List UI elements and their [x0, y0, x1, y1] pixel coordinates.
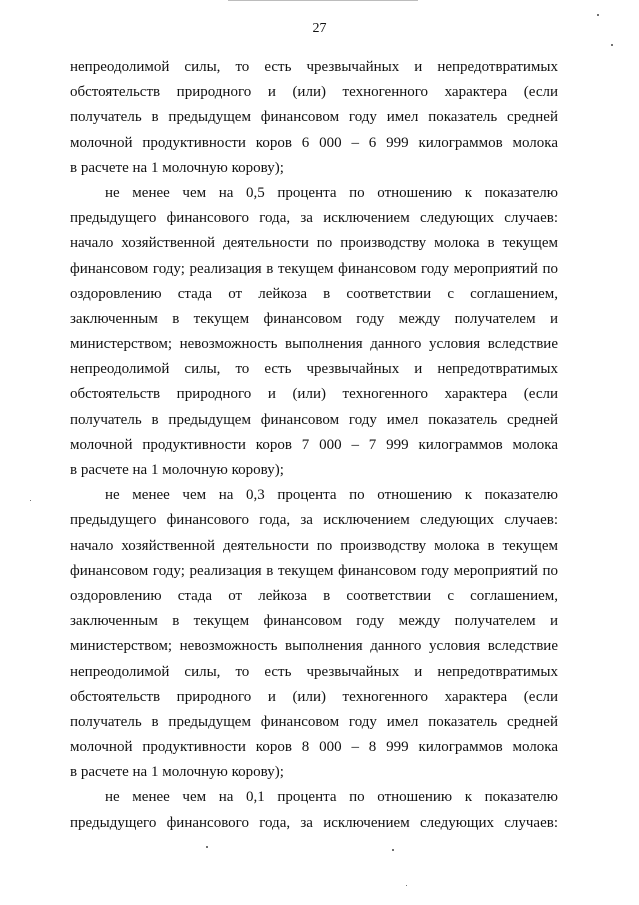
text-line: предыдущего финансового года, за исключением следующих случаев:	[70, 512, 558, 529]
text-line: обстоятельств природного и (или) техногенного характера (если	[70, 386, 558, 403]
scan-speck	[597, 14, 599, 16]
paragraph-1	[70, 55, 558, 181]
text-line: обстоятельств природного и (или) техногенного характера (если	[70, 84, 558, 101]
text-line: получатель в предыдущем финансовом году имел показатель средней	[70, 713, 558, 730]
text-line: непреодолимой силы, то есть чрезвычайных и непредотвратимых	[70, 361, 558, 378]
text-line: молочной продуктивности коров 7 000 – 7 999 килограммов молока	[70, 436, 558, 453]
text-line: получатель в предыдущем финансовом году имел показатель средней	[70, 109, 558, 126]
text-line: обстоятельств природного и (или) техногенного характера (если	[70, 688, 558, 705]
text-line: предыдущего финансового года, за исключением следующих случаев:	[70, 210, 558, 227]
text-line: не менее чем на 0,1 процента по отношению к показателю	[105, 789, 558, 806]
text-line: не менее чем на 0,3 процента по отношению к показателю	[105, 487, 558, 504]
scan-speck	[206, 846, 208, 848]
text-line: молочной продуктивности коров 6 000 – 6 999 килограммов молока	[70, 134, 558, 151]
text-line: предыдущего финансового года, за исключением следующих случаев:	[70, 814, 558, 831]
scan-speck	[611, 44, 613, 46]
paragraph-2	[70, 181, 558, 483]
text-line: молочной продуктивности коров 8 000 – 8 999 килограммов молока	[70, 739, 558, 756]
text-line: непреодолимой силы, то есть чрезвычайных и непредотвратимых	[70, 663, 558, 680]
text-line: получатель в предыдущем финансовом году имел показатель средней	[70, 411, 558, 428]
scan-speck	[30, 500, 31, 501]
text-line: в расчете на 1 молочную корову);	[70, 764, 284, 781]
body-text	[70, 55, 558, 836]
text-line: в расчете на 1 молочную корову);	[70, 462, 284, 478]
text-line: финансовом году; реализация в текущем финансовом году мероприятий по	[70, 562, 558, 579]
page-number: 27	[312, 21, 327, 36]
text-line: оздоровлению стада от лейкоза в соответствии с соглашением,	[70, 587, 558, 604]
paragraph-3	[70, 483, 558, 785]
text-line: финансовом году; реализация в текущем финансовом году мероприятий по	[70, 260, 558, 277]
page-top-edge	[228, 0, 418, 2]
text-line: начало хозяйственной деятельности по производству молока в текущем	[70, 235, 558, 252]
scan-speck	[406, 885, 407, 886]
text-line: оздоровлению стада от лейкоза в соответствии с соглашением,	[70, 285, 558, 302]
text-line: заключенным в текущем финансовом году между получателем и	[70, 310, 558, 327]
text-line: начало хозяйственной деятельности по производству молока в текущем	[70, 537, 558, 554]
text-line: в расчете на 1 молочную корову);	[70, 159, 284, 176]
text-line: министерством; невозможность выполнения данного условия вследствие	[70, 638, 558, 655]
scan-speck	[392, 849, 394, 851]
text-line: министерством; невозможность выполнения данного условия вследствие	[70, 336, 558, 353]
text-line: заключенным в текущем финансовом году между получателем и	[70, 613, 558, 630]
paragraph-4	[70, 785, 558, 835]
text-line: непреодолимой силы, то есть чрезвычайных и непредотвратимых	[70, 59, 558, 75]
text-line: не менее чем на 0,5 процента по отношению к показателю	[105, 184, 558, 201]
